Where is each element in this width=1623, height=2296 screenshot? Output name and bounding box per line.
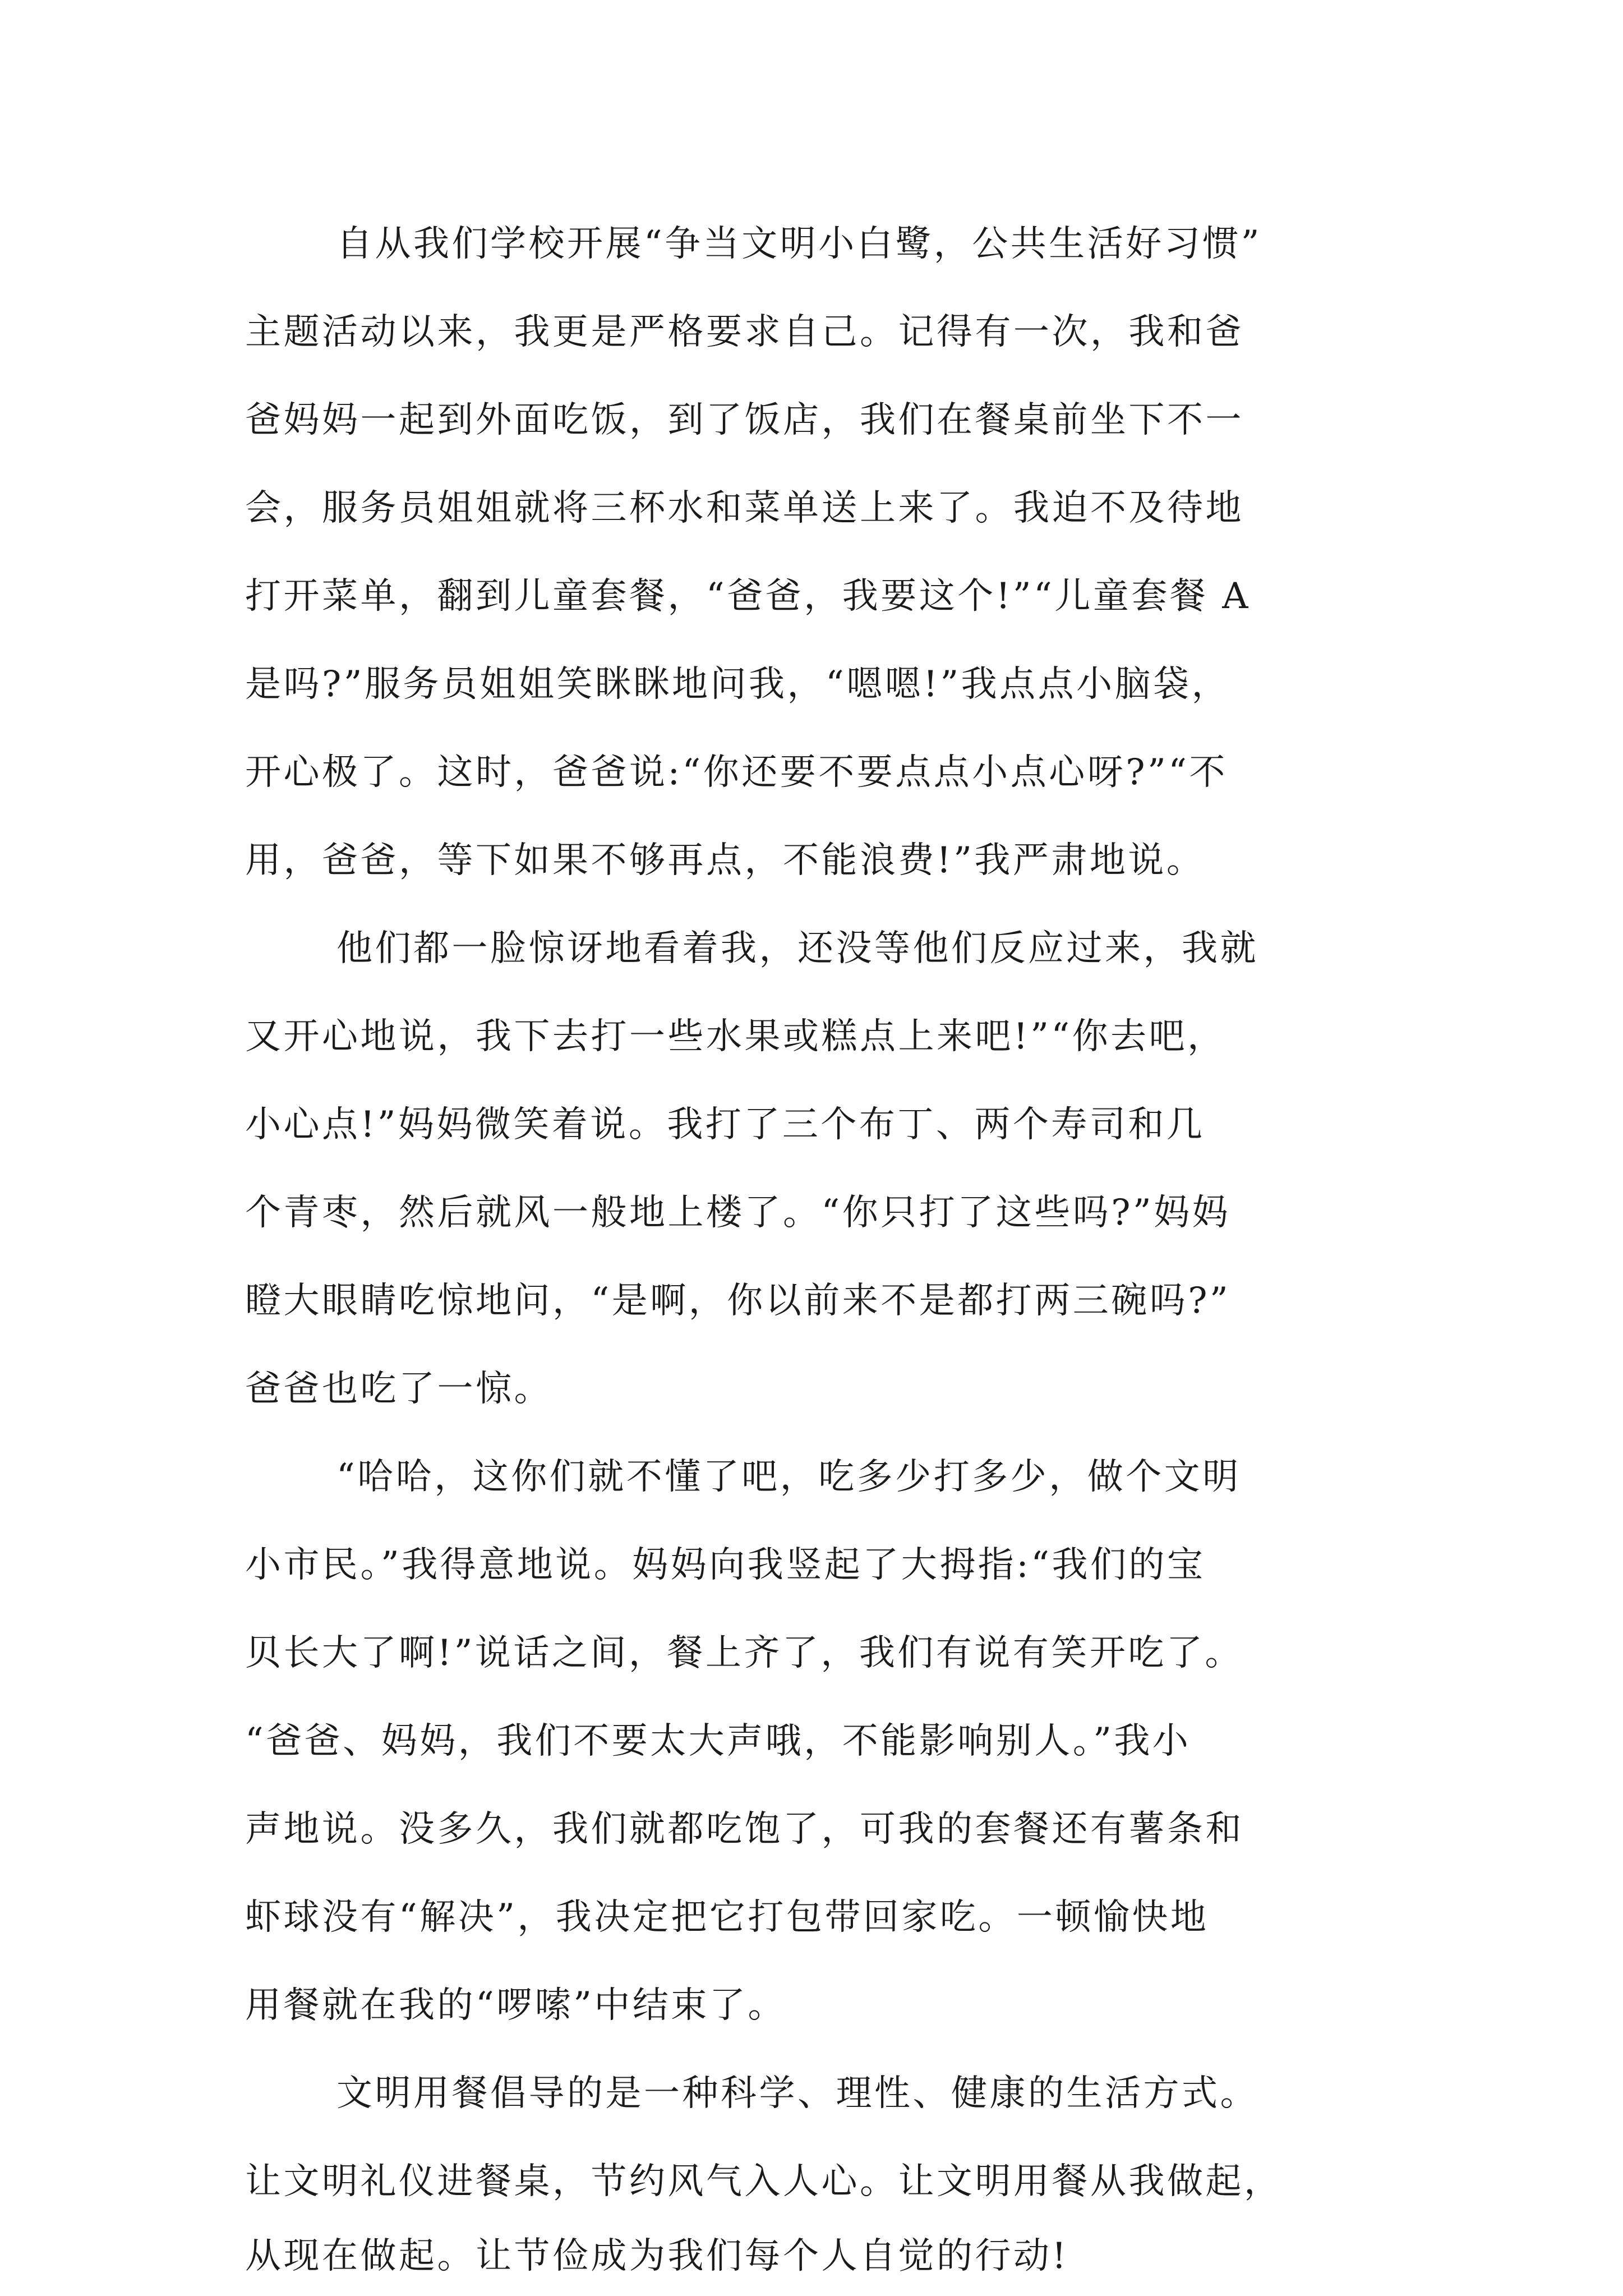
text-line: 个青枣，然后就风一般地上楼了。“你只打了这些吗?”妈妈: [245, 1192, 1231, 1234]
text-line: 又开心地说，我下去打一些水果或糕点上来吧!”“你去吧，: [245, 1016, 1226, 1057]
text-line: 他们都一脸惊讶地看着我，还没等他们反应过来，我就: [336, 928, 1258, 969]
text-line: 用餐就在我的“啰嗦”中结束了。: [245, 1985, 786, 2026]
text-line: 小市民。”我得意地说。妈妈向我竖起了大拇指:“我们的宝: [245, 1544, 1206, 1586]
text-line: “爸爸、妈妈，我们不要太大声哦，不能影响别人。”我小: [245, 1720, 1191, 1762]
text-line: 主题活动以来，我更是严格要求自己。记得有一次，我和爸: [245, 311, 1244, 353]
text-line: 是吗?”服务员姐姐笑眯眯地问我，“嗯嗯!”我点点小脑袋，: [245, 664, 1230, 705]
text-line: 小心点!”妈妈微笑着说。我打了三个布丁、两个寿司和几: [245, 1104, 1205, 1145]
text-line: 从现在做起。让节俭成为我们每个人自觉的行动!: [245, 2235, 1069, 2277]
text-line: “哈哈，这你们就不懂了吧，吃多少打多少，做个文明: [336, 1456, 1241, 1498]
text-line: 文明用餐倡导的是一种科学、理性、健康的生活方式。: [336, 2073, 1258, 2114]
text-line: 让文明礼仪进餐桌，节约风气入人心。让文明用餐从我做起，: [245, 2161, 1283, 2202]
text-line: 用，爸爸，等下如果不够再点，不能浪费!”我严肃地说。: [245, 840, 1205, 881]
text-line: 贝长大了啊!”说话之间，餐上齐了，我们有说有笑开吃了。: [245, 1632, 1243, 1674]
text-line: 爸妈妈一起到外面吃饭，到了饭店，我们在餐桌前坐下不一: [245, 399, 1244, 441]
text-line: 虾球没有“解决”，我决定把它打包带回家吃。一顿愉快地: [245, 1897, 1209, 1938]
text-line: 瞪大眼睛吃惊地问，“是啊，你以前来不是都打两三碗吗?”: [245, 1280, 1231, 1322]
text-line: 爸爸也吃了一惊。: [245, 1368, 552, 1410]
text-line: 打开菜单，翻到儿童套餐，“爸爸，我要这个!”“儿童套餐 A: [245, 576, 1251, 617]
text-line: 声地说。没多久，我们就都吃饱了，可我的套餐还有薯条和: [245, 1809, 1244, 1850]
text-line: 会，服务员姐姐就将三杯水和菜单送上来了。我迫不及待地: [245, 487, 1244, 529]
text-line: 自从我们学校开展“争当文明小白鹭，公共生活好习惯”: [336, 223, 1262, 265]
text-line: 开心极了。这时，爸爸说:“你还要不要点点小点心呀?”“不: [245, 752, 1228, 793]
